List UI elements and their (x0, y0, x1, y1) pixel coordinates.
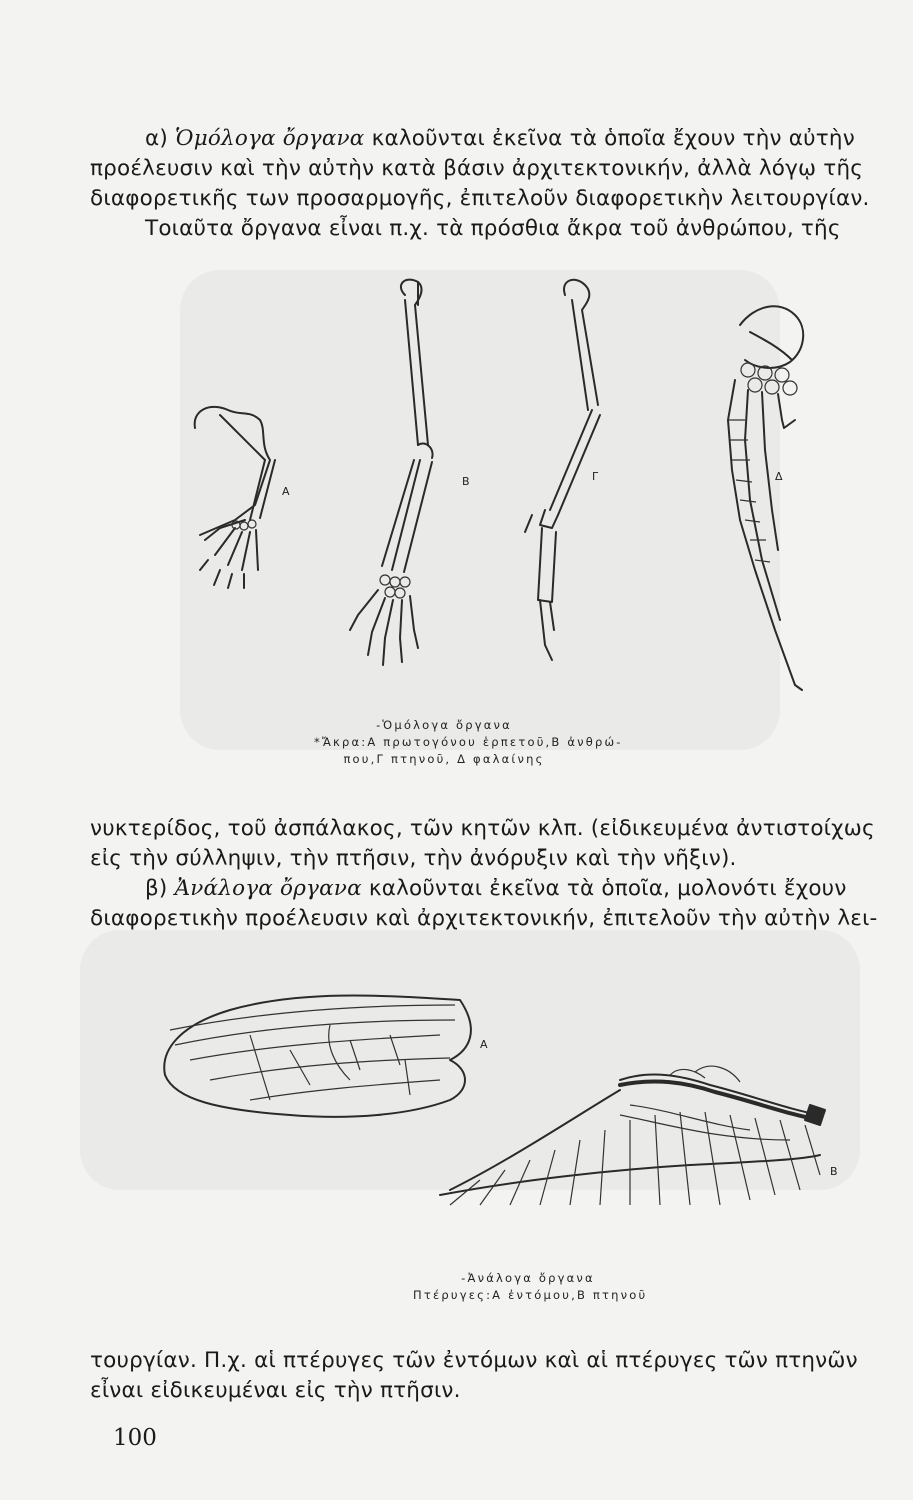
caption-title: -Ὁμόλογα ὄργανα (376, 718, 512, 732)
figure-caption-homologous (314, 717, 623, 768)
text-line: διαφορετικῆς των προσαρμογῆς, ἐπιτελοῦν διαφορετικὴν λειτουργίαν. (90, 186, 870, 211)
label-wing-a: Α (480, 1038, 488, 1051)
text-line: εἶναι εἰδικευμέναι εἰς τὴν πτῆσιν. (90, 1378, 461, 1403)
label-a: Α (282, 485, 290, 498)
text-line: προέλευσιν καὶ τὴν αὐτὴν κατὰ βάσιν ἀρχιτεκτονικήν, ἀλλὰ λόγῳ τῆς (90, 156, 864, 181)
figure-caption-analogous (413, 1270, 648, 1304)
label-wing-b: Β (830, 1165, 838, 1178)
limb-whale (728, 306, 803, 690)
caption-text: που,Γ πτηνοῦ, Δ φαλαίνης (343, 752, 545, 766)
caption-title: -Ἀνάλογα ὄργανα (461, 1271, 595, 1285)
wing-insect (164, 996, 471, 1117)
text-line: νυκτερίδος, τοῦ ἀσπάλακος, τῶν κητῶν κλπ. (εἰδικευμένα ἀντιστοίχως (90, 816, 875, 841)
text-line: Τοιαῦτα ὄργανα εἶναι π.χ. τὰ πρόσθια ἄκρα τοῦ ἀνθρώπου, τῆς (145, 216, 841, 241)
limb-reptile (195, 407, 275, 588)
limb-bird (525, 280, 600, 660)
limb-human (350, 280, 433, 665)
analogous-wings-illustration (150, 990, 840, 1220)
text-line (90, 124, 870, 154)
label-c: Γ (592, 470, 599, 483)
label-b: Β (462, 475, 470, 488)
list-marker: α) (145, 126, 168, 151)
list-marker: β) (145, 876, 168, 901)
wing-bird (440, 1066, 825, 1205)
text-line: εἰς τὴν σύλληψιν, τὴν πτῆσιν, τὴν ἀνόρυξιν καὶ τὴν νῆξιν). (90, 846, 737, 871)
text-line: διαφορετικὴν προέλευσιν καὶ ἀρχιτεκτονικήν, ἐπιτελοῦν τὴν αὐτὴν λει- (90, 906, 878, 931)
paragraph-homologous-continued (90, 814, 875, 874)
paragraph-analogous (90, 874, 878, 934)
caption-text: *Ἄκρα:Α πρωτογόνου ἑρπετοῦ,Β ἀνθρώ- (314, 735, 623, 749)
term-analogous: Ἀνάλογα ὄργανα (174, 876, 362, 901)
paragraph-analogous-continued (90, 1346, 858, 1406)
label-d: Δ (775, 470, 783, 483)
page-number: 100 (113, 1425, 157, 1451)
caption-text: Πτέρυγες:Α ἐντόμου,Β πτηνοῦ (413, 1288, 648, 1302)
text-fragment: καλοῦνται ἐκεῖνα τὰ ὁποῖα ἔχουν τὴν αὐτὴν (371, 126, 855, 151)
term-homologous: Ὁμόλογα ὄργανα (175, 126, 365, 151)
paragraph-homologous (90, 124, 870, 244)
homologous-limbs-illustration (180, 270, 820, 700)
text-line: τουργίαν. Π.χ. αἱ πτέρυγες τῶν ἐντόμων καὶ αἱ πτέρυγες τῶν πτηνῶν (90, 1348, 858, 1373)
text-fragment: καλοῦνται ἐκεῖνα τὰ ὁποῖα, μολονότι ἔχουν (368, 876, 847, 901)
